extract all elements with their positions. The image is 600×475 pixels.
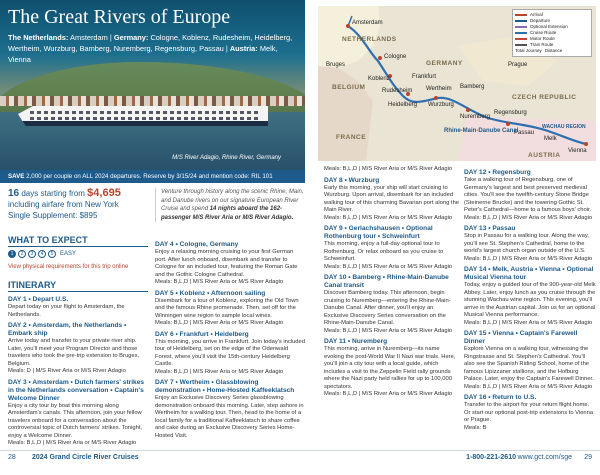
page-title: The Great Rivers of Europe — [8, 6, 231, 28]
day-title: DAY 15 • Vienna • Captain's Farewell Dinner — [464, 330, 578, 345]
city-label: Wertheim — [426, 86, 452, 92]
day-title: DAY 13 • Passau — [464, 225, 516, 232]
village — [0, 96, 305, 106]
level-1: 1 — [8, 250, 16, 258]
map-legend — [512, 9, 592, 57]
day-14 — [464, 266, 596, 327]
day-meals: Meals: B,L,D | M/S River Aria or M/S River Adagio — [464, 319, 593, 326]
intro-bold: 14 nights aboard the 162-passenger M/S River Aria or M/S River Adagio. — [161, 206, 294, 221]
day-text: Enjoy an Exclusive Discovery Series glassblowing demonstration onboard this morning. Later, step ashore in Wertheim for a walking tour. Then, head to the home of a local family for a traditional Kaffeeklatsch to share coffee and cake during an Exclusive Discovery Series Home-Hosted Visit. — [155, 395, 304, 439]
level-2: 2 — [18, 250, 26, 258]
day-text: This morning, you arrive in Frankfurt. Join today's included tour of Heidelberg, set on the edge of the Odenwald Forest, where you'll visit the 15th-century Heidelberg Castle. — [155, 338, 305, 367]
trip-days: 16 — [8, 188, 20, 199]
day-text: Arrive today and transfer to your private river ship. Later, you'll meet your Program Director and those travelers who took the pre-trip extension to Bruges, Belgium. — [8, 338, 140, 367]
airfare-note: including airfare from New York — [8, 200, 119, 209]
country-label: NETHERLANDS — [342, 36, 397, 43]
legend-departure: Departure — [515, 18, 589, 24]
legend-total: Total Journey Distance — [515, 48, 563, 53]
city-marker — [434, 96, 438, 100]
country-label: CZECH REPUBLIC — [512, 94, 577, 101]
city-label: Prague — [508, 62, 528, 68]
day-text: Discover Bamberg today. This afternoon, begin cruising to Nuremberg—entering the Rhine-Main-Danube Canal. After dinner, you'll enjoy an Exclusive Discovery Series conversation on the Rhine-Main-Danube Canal. — [324, 290, 451, 326]
city-marker — [466, 108, 470, 112]
day-meals: Meals: B,L,D | M/S River Aria or M/S River Adagio — [324, 166, 453, 172]
day-meals: Meals: B,L,D | M/S River Aria or M/S River Adagio — [464, 383, 593, 390]
day-meals: Meals: B,L,D | M/S River Aria or M/S River Adagio — [324, 327, 453, 334]
city-marker — [378, 56, 382, 60]
de-cities: Cologne, Koblenz, Rudesheim, Heidelberg, Wertheim, Wurzburg, Bamberg, Nuremberg, Regensburg, Passau — [8, 33, 293, 53]
requirements-link[interactable]: View physical requirements for this trip online — [8, 264, 129, 270]
day-11 — [324, 338, 459, 399]
legend-cruise: Cruise Route — [515, 30, 589, 36]
legend-train: Train Route — [515, 42, 589, 48]
nl-cities: Amsterdam — [70, 33, 108, 42]
city-label: Rudesheim — [382, 88, 413, 94]
level-3: 3 — [28, 250, 36, 258]
region-label: WACHAU REGION — [542, 124, 586, 130]
country-label: BELGIUM — [332, 84, 366, 91]
day-meals: Meals: B,L,D | M/S River Aria or M/S River Adagio — [155, 320, 284, 326]
city-label: Melk — [544, 136, 557, 142]
city-label: Frankfurt — [412, 74, 437, 80]
day-text: Early this morning, your ship will start cruising to Wurzburg. Upon arrival, disembark for an included walking tour of this charming Bavarian port along the Main River. — [324, 184, 460, 213]
city-label: Koblenz — [368, 76, 390, 82]
day-title: DAY 3 • Amsterdam • Dutch farmers' strikes in the Netherlands conversation • Captain's Welcome Dinner — [8, 378, 145, 402]
day-title: DAY 7 • Wertheim • Glassblowing demonstration • Home-Hosted Kaffeeklatsch — [155, 379, 295, 394]
single-supplement: Single Supplement: $895 — [8, 211, 98, 220]
days-text: days starting from — [21, 189, 85, 198]
page-number-right: 29 — [584, 454, 592, 461]
at-cities: Melk, Vienna — [8, 44, 278, 64]
level-5: 5 — [48, 250, 56, 258]
day-title: DAY 4 • Cologne, Germany — [155, 241, 239, 248]
legend-arrival: Arrival — [515, 12, 589, 18]
level-4: 4 — [38, 250, 46, 258]
day-title: DAY 14 • Melk, Austria • Vienna • Optional Musical Vienna tour — [464, 266, 594, 281]
day-text: This morning, arrive in Nuremberg—its name evoking the post-World War II Nazi war trials. Here, you'll join a city tour with a local guide, which includes a visit to the Zeppelin Field rally grounds where the Nazi party held rallies for up to 100,000 spectators. — [324, 346, 456, 390]
city-marker — [506, 122, 510, 126]
page-number-left: 28 — [8, 454, 16, 461]
river-ship — [18, 106, 268, 126]
day-13 — [464, 225, 596, 263]
day-meals: Meals: D | M/S River Aria or M/S River Adagio — [8, 368, 126, 374]
day-10 — [324, 274, 459, 335]
day-3 — [8, 379, 148, 448]
day-4 — [155, 241, 305, 287]
save-word: SAVE — [8, 173, 25, 180]
city-label: Bruges — [326, 62, 346, 68]
day-1 — [8, 296, 148, 319]
day-text: Depart today on your flight to Amsterdam, the Netherlands. — [8, 304, 125, 318]
day-text: Enjoy a relaxing morning cruising to your first German port. After lunch onboard, disembark and transfer to Cologne for an included tour, featuring the Roman Gate and the Gothic Cologne Cathedral. — [155, 249, 298, 278]
day-text: Transfer to the airport for your return flight home. Or start our optional post-trip extensions to Vienna or Prague. — [464, 402, 594, 423]
easy-label: EASY — [60, 251, 77, 257]
day-text: Stop in Passau for a walking tour. Along the way, you'll see St. Stephen's Cathedral, home to the world's largest church organ outside of the U.S. — [464, 233, 589, 254]
legend-extension: Optional Extension — [515, 24, 589, 30]
day-meals: Meals: B,L,D | M/S River Aria or M/S River Adagio — [464, 214, 593, 221]
de-label: Germany: — [113, 33, 149, 42]
day-15 — [464, 330, 596, 391]
city-marker — [346, 24, 350, 28]
city-label: Amsterdam — [352, 20, 383, 26]
day-meals: Meals: B,L,D | M/S River Aria or M/S River Adagio — [155, 368, 284, 375]
activity-level — [8, 250, 76, 258]
city-label: Nuremberg — [460, 114, 491, 120]
day-text: Explore Vienna on a walking tour, witnessing the Ringstrasse and St. Stephen's Cathedral. You'll also see the Spanish Riding School, home of the famous Lipizzaner stallions, and the Hofburg Palace. Later, enjoy the Captain's Farewell Dinner. — [464, 346, 594, 382]
day-8 — [324, 177, 459, 223]
day-meals: Meals: B,L,D | M/S River Aria or M/S River Adagio — [155, 279, 284, 285]
day-meals: Meals: B,L,D | M/S River Aria or M/S River Adagio — [464, 255, 593, 262]
itinerary-heading: ITINERARY — [8, 280, 57, 290]
price-block — [8, 188, 158, 221]
city-marker — [584, 142, 588, 146]
day-2 — [8, 322, 148, 376]
city-label: Cologne — [384, 54, 407, 60]
country-label: GERMANY — [426, 60, 463, 67]
itinerary-col-2 — [155, 238, 305, 440]
city-label: Heidelberg — [388, 102, 418, 108]
cities-list: The Netherlands: Amsterdam | Germany: Cologne, Koblenz, Rudesheim, Heidelberg, Wertheim, Wurzburg, Bamberg, Nuremberg, Regensburg, Passau | Austria: Melk, Vienna — [8, 33, 293, 64]
day-text: Today, enjoy a guided tour of the 900-year-old Melk Abbey. Later, enjoy lunch as you cruise through the stunning Wachau wine region. This evening, you'll arrive in the Austrian capital. Join us for an optional Musical Vienna performance. — [464, 282, 596, 318]
day-title: DAY 6 • Frankfurt • Heidelberg — [155, 330, 249, 338]
day-title: DAY 8 • Wurzburg — [324, 176, 380, 184]
hero-photo — [0, 0, 305, 170]
day-7-cont — [324, 166, 459, 174]
day-meals: Meals: B,L,D | M/S River Aria or M/S River Adagio — [8, 440, 137, 446]
canal-label: Rhine-Main-Danube Canal — [444, 128, 519, 134]
city-label: Wurzburg — [428, 102, 454, 108]
day-9 — [324, 225, 459, 271]
day-12 — [464, 169, 596, 222]
divider — [8, 291, 148, 292]
day-title: DAY 10 • Bamberg • Rhine-Main-Danube Canal transit — [324, 274, 449, 289]
website-link[interactable]: www.gct.com/sge — [517, 454, 572, 461]
day-text: This morning, enjoy a full-day optional tour to Rothenburg. Or relax onboard as you cruise to Schweinfurt. — [324, 241, 444, 262]
day-title: DAY 2 • Amsterdam, the Netherlands • Embark ship — [8, 322, 127, 337]
day-meals: Meals: B,L,D | M/S River Aria or M/S River Adagio — [324, 391, 453, 397]
day-text: Take a walking tour of Regensburg, one of Germany's largest and best preserved medieval cities. You'll see the twelfth-century Stone Bridge (Steinerne Brucke) and the towering Gothic St. Peter's Cathedral—home to a famous boys' choir. — [464, 177, 592, 213]
day-16 — [464, 394, 596, 432]
day-text: Disembark for a tour of Koblenz, exploring the Old Town and the famous Rhine promenade. Then, set off for the Winningen wine region to sample local wines. — [155, 297, 299, 319]
intro-body: Venture through history along the scenic Rhine, Main, and Danube rivers on our signature European River Cruise and spend — [161, 189, 304, 212]
divider — [8, 246, 148, 247]
day-title: DAY 9 • Gerlachshausen • Optional Rothenburg tour • Schweinfurt — [324, 225, 433, 240]
intro-text — [155, 188, 305, 222]
day-title: DAY 5 • Koblenz • Afternoon sailing — [155, 289, 266, 297]
country-label: FRANCE — [336, 134, 367, 141]
brand-left: 2024 Grand Circle River Cruises — [32, 454, 139, 461]
day-text: Enjoy a city tour by boat this morning along Amsterdam's canals. This afternoon, join your fellow travelers onboard for a conversation about the controversial topic of Dutch farmers' strikes. Tonight, enjoy a Welcome Dinner. — [8, 402, 143, 439]
itinerary-col-1 — [8, 293, 148, 448]
photo-caption: M/S River Adagio, Rhine River, Germany — [172, 155, 281, 161]
page-footer — [0, 450, 600, 464]
price-amount: $4,695 — [87, 187, 121, 199]
city-label: Regensburg — [494, 110, 527, 116]
at-label: Austria: — [229, 44, 258, 53]
day-title: DAY 11 • Nuremberg — [324, 338, 388, 345]
route-map — [318, 6, 596, 161]
phone-number[interactable]: 1-800-221-2610 — [466, 454, 516, 461]
city-label: Bamberg — [460, 84, 485, 90]
itinerary-col-3 — [324, 166, 459, 399]
save-text: 2,000 per couple on ALL 2024 departures. Reserve by 3/15/24 and mention code: RIL 101 — [26, 173, 273, 180]
day-title: DAY 1 • Depart U.S. — [8, 296, 69, 303]
day-meals: Meals: B,L,D | M/S River Aria or M/S River Adagio — [324, 214, 453, 221]
day-title: DAY 12 • Regensburg — [464, 169, 531, 176]
day-meals: Meals: B — [464, 424, 487, 431]
day-7 — [155, 379, 305, 440]
city-label: Passau — [514, 130, 535, 136]
day-meals: Meals: B,L,D | M/S River Aria or M/S River Adagio — [324, 263, 453, 270]
day-5 — [155, 290, 305, 328]
day-title: DAY 16 • Return to U.S. — [464, 394, 537, 401]
legend-motor: Motor Route — [515, 36, 589, 42]
what-to-expect-heading: WHAT TO EXPECT — [8, 235, 88, 245]
day-6 — [155, 331, 305, 377]
country-label: AUSTRIA — [528, 152, 561, 159]
savings-banner — [0, 170, 305, 183]
city-label: Vienna — [568, 148, 587, 154]
nl-label: The Netherlands: — [8, 33, 69, 42]
itinerary-col-4 — [464, 166, 596, 432]
